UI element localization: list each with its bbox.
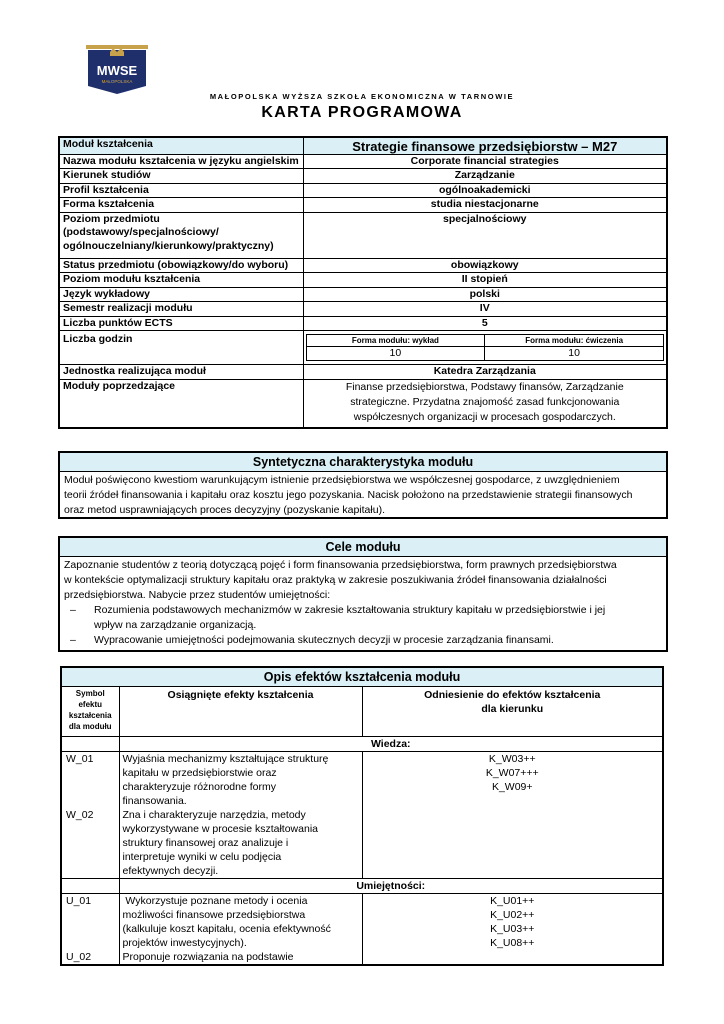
body-line: przedsiębiorstwa. Nabycie przez studentów umiejętności: (64, 589, 331, 601)
outcome-references: K_W03++ K_W07+++ K_W09+ (362, 752, 663, 879)
row-value: IV (303, 302, 667, 317)
row-form (59, 198, 667, 213)
list-item-line: Wypracowanie umiejętności podejmowania skutecznych decyzji w procesie zarządzania finansami. (94, 634, 554, 646)
list-item (64, 633, 662, 648)
symbol-column-header: Symbol efektu kształcenia dla modułu (61, 687, 119, 737)
school-logo (86, 42, 148, 94)
row-prerequisites (59, 379, 667, 428)
goals-section (58, 536, 668, 652)
row-hours (59, 331, 667, 365)
row-value: Zarządzanie (303, 169, 667, 184)
row-label: Forma kształcenia (59, 198, 303, 213)
section-title: Cele modułu (60, 538, 666, 557)
row-value: obowiązkowy (303, 258, 667, 273)
row-label: Jednostka realizująca moduł (59, 365, 303, 380)
row-value: Corporate financial strategies (303, 154, 667, 169)
dash-bullet: – (70, 634, 76, 646)
achieved-column-header: Osiągnięte efekty kształcenia (119, 687, 362, 737)
prereq-line: strategiczne. Przydatna znajomość zasad funkcjonowania (350, 395, 620, 408)
row-module-level (59, 273, 667, 288)
row-value: II stopień (303, 273, 667, 288)
skills-category: Umiejętności: (119, 879, 663, 894)
learning-outcomes-table (60, 666, 664, 966)
row-label: Poziom modułu kształcenia (59, 273, 303, 288)
knowledge-category: Wiedza: (119, 737, 663, 752)
row-value: specjalnościowy (303, 212, 667, 258)
row-ects (59, 316, 667, 331)
row-unit (59, 365, 667, 380)
body-line: oraz metod usprawniających proces decyzyjny (pozyskanie kapitału). (64, 504, 385, 516)
list-item-line: wpływ na zarządzanie organizacją. (94, 619, 257, 631)
outcome-codes (61, 894, 119, 966)
outcome-code: W_01 (66, 753, 94, 765)
section-body (60, 557, 666, 651)
row-label: Moduły poprzedzające (59, 379, 303, 428)
row-level (59, 212, 667, 258)
outcome-code: U_01 (66, 895, 92, 907)
body-line: w kontekście optymalizacji struktury kapitału oraz praktyką w zakresie poszukiwania źródeł finansowania działalności (64, 574, 607, 586)
row-field-of-study (59, 169, 667, 184)
dash-bullet: – (70, 604, 76, 616)
exercise-head: Forma modułu: ćwiczenia (485, 335, 664, 347)
row-label: Kierunek studiów (59, 169, 303, 184)
module-title: Strategie finansowe przedsiębiorstw – M27 (303, 137, 667, 154)
outcome-references: K_U01++ K_U02++ K_U03++ K_U08++ (362, 894, 663, 966)
skills-outcomes-row (61, 894, 663, 966)
body-line: Zapoznanie studentów z teorią dotyczącą pojęć i form finansowania przedsiębiorstwa, form prawnych przedsiębiorstwa (64, 559, 617, 571)
outcome-code: W_02 (66, 809, 94, 821)
row-value: ogólnoakademicki (303, 183, 667, 198)
document-title: KARTA PROGRAMOWA (261, 104, 463, 121)
row-label (59, 212, 303, 258)
level-label-line: ogólnouczelniany/kierunkowy/praktyczny) (63, 239, 274, 252)
list-item-line: Rozumienia podstawowych mechanizmów w zakresie kształtowania struktury kapitału w przedsiębiorstwie i jej (94, 604, 606, 616)
section-title: Syntetyczna charakterystyka modułu (60, 453, 666, 472)
row-label: Profil kształcenia (59, 183, 303, 198)
row-english-name (59, 154, 667, 169)
goals-list (64, 603, 662, 648)
row-value: polski (303, 287, 667, 302)
row-value: studia niestacjonarne (303, 198, 667, 213)
body-line: Moduł poświęcono kwestiom warunkującym istnienie przedsiębiorstwa we współczesnej gospodarce, z uwzględnieniem (64, 474, 620, 486)
outcome-code: U_02 (66, 951, 92, 963)
body-line: teorii źródeł finansowania i kapitału oraz kosztu jego pozyskania. Nacisk położono na przedstawienie strategii finansowych (64, 489, 633, 501)
row-language (59, 287, 667, 302)
logo-text: MWSE (96, 63, 138, 78)
lecture-head: Forma modułu: wykład (306, 335, 485, 347)
list-item (64, 603, 662, 633)
level-label-line: Poziom przedmiotu (63, 212, 160, 225)
row-label: Nazwa modułu kształcenia w języku angielskim (59, 154, 303, 169)
row-profile (59, 183, 667, 198)
hours-subtable (306, 334, 665, 361)
module-info-table (58, 136, 668, 429)
outcome-codes (61, 752, 119, 879)
row-label: Liczba punktów ECTS (59, 316, 303, 331)
row-label: Status przedmiotu (obowiązkowy/do wyboru) (59, 258, 303, 273)
row-value: Katedra Zarządzania (303, 365, 667, 380)
level-label-line: (podstawowy/specjalnościowy/ (63, 226, 219, 238)
row-label: Semestr realizacji modułu (59, 302, 303, 317)
section-title: Opis efektów kształcenia modułu (61, 667, 663, 687)
outcome-descriptions: Wyjaśnia mechanizmy kształtujące strukturę kapitału w przedsiębiorstwie oraz charakteryzuje różnorodne formy finansowania. Zna i charakteryzuje narzędzia, metody wykorzystywane w procesie kształtowania struktury finansowej oraz analizuje i interpretuje wyniki w celu podjęcia efektywnych decyzji. (119, 752, 362, 879)
outcome-descriptions: Wykorzystuje poznane metody i ocenia możliwości finansowe przedsiębiorstwa (kalkuluje koszt kapitału, ocenia efektywność projektów inwestycyjnych). Proponuje rozwiązania na podstawie (119, 894, 362, 966)
module-label: Moduł kształcenia (59, 137, 303, 154)
school-name: MAŁOPOLSKA WYŻSZA SZKOŁA EKONOMICZNA W TARNOWIE (209, 92, 515, 101)
exercise-hours: 10 (485, 347, 664, 361)
prereq-line: Finanse przedsiębiorstwa, Podstawy finansów, Zarządzanie (345, 380, 624, 393)
reference-column-header: Odniesienie do efektów kształcenia dla kierunku (362, 687, 663, 737)
section-body (60, 472, 666, 521)
row-label: Język wykładowy (59, 287, 303, 302)
knowledge-outcomes-row (61, 752, 663, 879)
row-status (59, 258, 667, 273)
lecture-hours: 10 (306, 347, 485, 361)
row-semester (59, 302, 667, 317)
row-label: Liczba godzin (59, 331, 303, 365)
prereq-line: współczesnych organizacji w procesach gospodarczych. (353, 410, 616, 423)
synthesis-section (58, 451, 668, 519)
row-value: 5 (303, 316, 667, 331)
row-value (303, 379, 667, 428)
logo-subtext: MAŁOPOLSKA (101, 79, 133, 84)
